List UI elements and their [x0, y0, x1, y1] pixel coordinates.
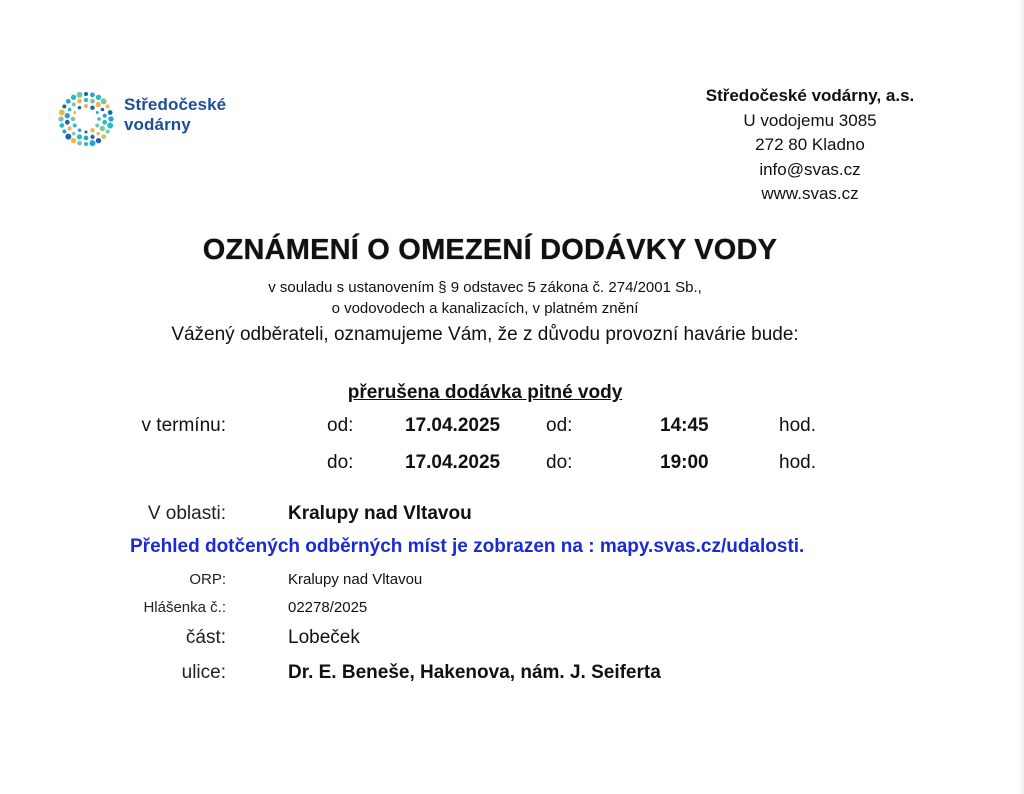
logo-dot: [95, 124, 99, 128]
logo-dot: [106, 104, 110, 108]
interruption-heading: přerušena dodávka pitné vody: [347, 382, 623, 403]
logo-dot: [78, 129, 81, 132]
logo-dot: [62, 104, 66, 108]
start-date-value: 17.04.2025: [405, 415, 501, 436]
logo-dot: [72, 102, 76, 106]
notice-title: OZNÁMENÍ O OMEZENÍ DODÁVKY VODY: [202, 234, 778, 266]
logo-dot: [58, 116, 63, 121]
street-label: ulice:: [181, 662, 226, 683]
logo-dot: [96, 132, 100, 136]
report-number-label: Hlášenka č.:: [143, 599, 226, 616]
legal-line-1: v souladu s ustanovením § 9 odstavec 5 zákona č. 274/2001 Sb.,: [268, 279, 702, 296]
logo-dot: [60, 123, 65, 128]
logo-dot: [108, 116, 113, 121]
logo-dot: [89, 140, 95, 146]
logo-dot: [62, 129, 66, 133]
logo-dot: [90, 135, 94, 139]
logo-dot: [84, 104, 88, 108]
logo-dot: [77, 99, 82, 104]
orp-value: Kralupy nad Vltavou: [288, 571, 423, 588]
start-hour-unit: hod.: [779, 415, 816, 436]
end-date-value: 17.04.2025: [405, 452, 501, 473]
logo-dot: [107, 122, 113, 128]
logo-dot: [108, 110, 113, 115]
logo-dot: [77, 134, 82, 139]
logo-dot: [90, 106, 94, 110]
logo-dot: [72, 132, 76, 136]
logo-dot: [65, 113, 70, 118]
logo-dot: [65, 134, 71, 140]
logo-dot: [77, 141, 82, 146]
logo-dot: [84, 142, 88, 146]
city-address: 272 80 Kladno: [755, 135, 865, 154]
start-time-value: 14:45: [660, 415, 709, 436]
logo-dot: [85, 131, 88, 134]
logo-dot: [96, 95, 101, 100]
logo-dot: [101, 98, 107, 104]
logo-dot: [71, 95, 76, 100]
logo-dot: [71, 117, 75, 121]
legal-reference: [150, 277, 820, 319]
logo-line-1: Středočeské: [124, 95, 227, 114]
email-address: info@svas.cz: [759, 159, 861, 179]
logo-dot: [78, 106, 81, 109]
logo-dot: [71, 138, 76, 143]
start-date-label: od:: [327, 415, 354, 436]
logo-dot: [59, 110, 65, 116]
start-time-label: od:: [546, 415, 573, 436]
logo-dot: [90, 93, 95, 98]
logo-dot: [101, 108, 105, 112]
orp-label: ORP:: [189, 571, 226, 588]
end-date-label: do:: [327, 452, 354, 473]
part-value: Lobeček: [288, 627, 360, 648]
part-label: část:: [185, 627, 226, 648]
logo-dot: [102, 120, 107, 125]
logo-line-2: vodárny: [124, 115, 191, 134]
company-logo: [55, 88, 245, 150]
logo-dot: [84, 92, 88, 96]
logo-dot: [84, 136, 89, 141]
logo-dot: [84, 98, 88, 102]
sender-address: [640, 84, 980, 207]
logo-dot: [101, 134, 106, 139]
logo-dot: [67, 126, 71, 130]
end-time-value: 19:00: [660, 452, 709, 473]
logo-dot: [90, 99, 95, 104]
logo-dot: [97, 117, 100, 120]
logo-dot: [96, 102, 101, 107]
logo-dot: [100, 126, 105, 131]
logo-dot: [66, 99, 71, 104]
map-notice: Přehled dotčených odběrných míst je zobrazen na : mapy.svas.cz/udalosti.: [130, 536, 805, 557]
logo-dot: [73, 124, 77, 128]
water-drops-circle-icon: [55, 88, 117, 150]
logo-text: [124, 95, 226, 135]
street-address: U vodojemu 3085: [743, 110, 877, 130]
logo-dot: [77, 92, 83, 98]
term-label: v termínu:: [141, 415, 226, 436]
company-name: Středočeské vodárny, a.s.: [705, 86, 915, 105]
page-edge: [1018, 0, 1024, 794]
end-time-label: do:: [546, 452, 573, 473]
legal-line-2: o vodovodech a kanalizacích, v platném znění: [331, 300, 639, 317]
logo-dot: [65, 120, 70, 125]
logo-dot: [106, 129, 110, 133]
logo-dot: [73, 111, 76, 114]
logo-dot: [68, 108, 72, 112]
logo-dot: [90, 128, 94, 132]
logo-dot: [103, 114, 107, 118]
logo-dot: [96, 138, 101, 143]
area-value: Kralupy nad Vltavou: [288, 503, 472, 524]
report-number-value: 02278/2025: [288, 599, 368, 616]
website-address: www.svas.cz: [761, 184, 859, 203]
street-value: Dr. E. Beneše, Hakenova, nám. J. Seiferta: [288, 662, 661, 683]
logo-dot: [96, 111, 99, 114]
area-label: V oblasti:: [147, 503, 226, 524]
end-hour-unit: hod.: [779, 452, 816, 473]
intro-text: Vážený odběrateli, oznamujeme Vám, že z důvodu provozní havárie bude:: [171, 324, 799, 345]
